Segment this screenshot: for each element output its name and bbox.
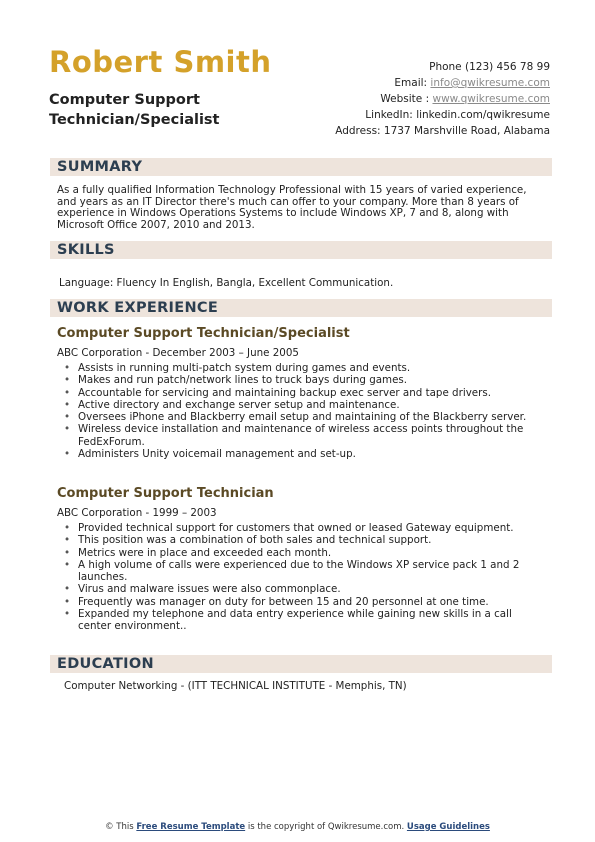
summary-heading: SUMMARY (57, 159, 143, 175)
bullet-item: • A high volume of calls were experienced due to the Windows XP service pack 1 and 2 launches. (64, 558, 520, 584)
bullet-item: • Virus and malware issues were also commonplace. (64, 583, 341, 596)
footer (0, 822, 595, 832)
job-company: ABC Corporation - 1999 – 2003 (57, 507, 217, 519)
phone-value: (123) 456 78 99 (464, 61, 550, 73)
candidate-name: Robert Smith (49, 45, 272, 79)
usage-guidelines-link[interactable]: Usage Guidelines (406, 822, 490, 832)
website-label: Website : (380, 93, 430, 105)
bullet-item: • Assists in running multi-patch system during games and events. (64, 362, 411, 374)
address-value: 1737 Marshville Road, Alabama (383, 125, 550, 137)
summary-text: As a fully qualified Information Technology Professional with 15 years of varied experience, and years as an IT Director there's much can offer to your company. More than 8 years of experience in Windows Operations Systems to include Windows XP, 7 and 8, along with Microsoft Office 2007, 2010 and 2013. (57, 184, 527, 232)
email-label: Email: (394, 77, 428, 89)
bullet-item: • Oversees iPhone and Blackberry email setup and maintaining of the Blackberry server. (64, 411, 527, 424)
contact-address (335, 123, 550, 139)
website-link[interactable]: www.qwikresume.com (432, 93, 550, 105)
experience-heading: WORK EXPERIENCE (57, 300, 219, 316)
contact-email (335, 75, 550, 91)
skills-heading: SKILLS (57, 242, 115, 258)
job-company: ABC Corporation - December 2003 – June 2005 (57, 347, 299, 359)
bullet-item: • Administers Unity voicemail management and set-up. (64, 448, 356, 461)
skills-bar (50, 241, 552, 259)
free-template-link[interactable]: Free Resume Template (136, 822, 246, 832)
linkedin-label: LinkedIn: (365, 109, 413, 121)
job-bullets (62, 522, 532, 633)
bullet-item: • Accountable for servicing and maintaining backup exec server and tape drivers. (64, 386, 491, 399)
bullet-item: • Frequently was manager on duty for between 15 and 20 personnel at one time. (64, 595, 489, 608)
bullet-item: • Wireless device installation and maintenance of wireless access points throughout the FedExForum. (64, 423, 524, 448)
job-title: Computer Support Technician/Specialist (57, 326, 350, 341)
contact-phone (335, 59, 550, 75)
job-title: Computer Support Technician (57, 486, 274, 501)
footer-copyright: is the copyright of Qwikresume.com. (247, 822, 405, 832)
email-link[interactable]: info@qwikresume.com (430, 77, 550, 89)
bullet-item: • Expanded my telephone and data entry experience while gaining new skills in a call center environment.. (64, 608, 512, 633)
address-label: Address: (335, 125, 381, 137)
skills-text: Language: Fluency In English, Bangla, Excellent Communication. (59, 277, 394, 289)
phone-label: Phone (429, 61, 462, 73)
bullet-item: • Makes and run patch/network lines to truck bays during games. (64, 374, 408, 387)
bullet-item: • Provided technical support for customers that owned or leased Gateway equipment. (64, 522, 514, 534)
bullet-item: • Metrics were in place and exceeded each month. (64, 546, 332, 559)
job-bullets (62, 362, 532, 460)
linkedin-value: linkedin.com/qwikresume (416, 109, 550, 121)
contact-block (335, 59, 550, 139)
education-text: Computer Networking - (ITT TECHNICAL INSTITUTE - Memphis, TN) (64, 680, 407, 692)
footer-prefix: © This (105, 822, 134, 832)
bullet-item: • Active directory and exchange server setup and maintenance. (64, 398, 400, 411)
contact-linkedin (335, 107, 550, 123)
candidate-title: Computer Support Technician/Specialist (49, 92, 220, 128)
education-heading: EDUCATION (57, 656, 154, 672)
contact-website (335, 91, 550, 107)
bullet-item: • This position was a combination of both sales and technical support. (64, 534, 432, 547)
